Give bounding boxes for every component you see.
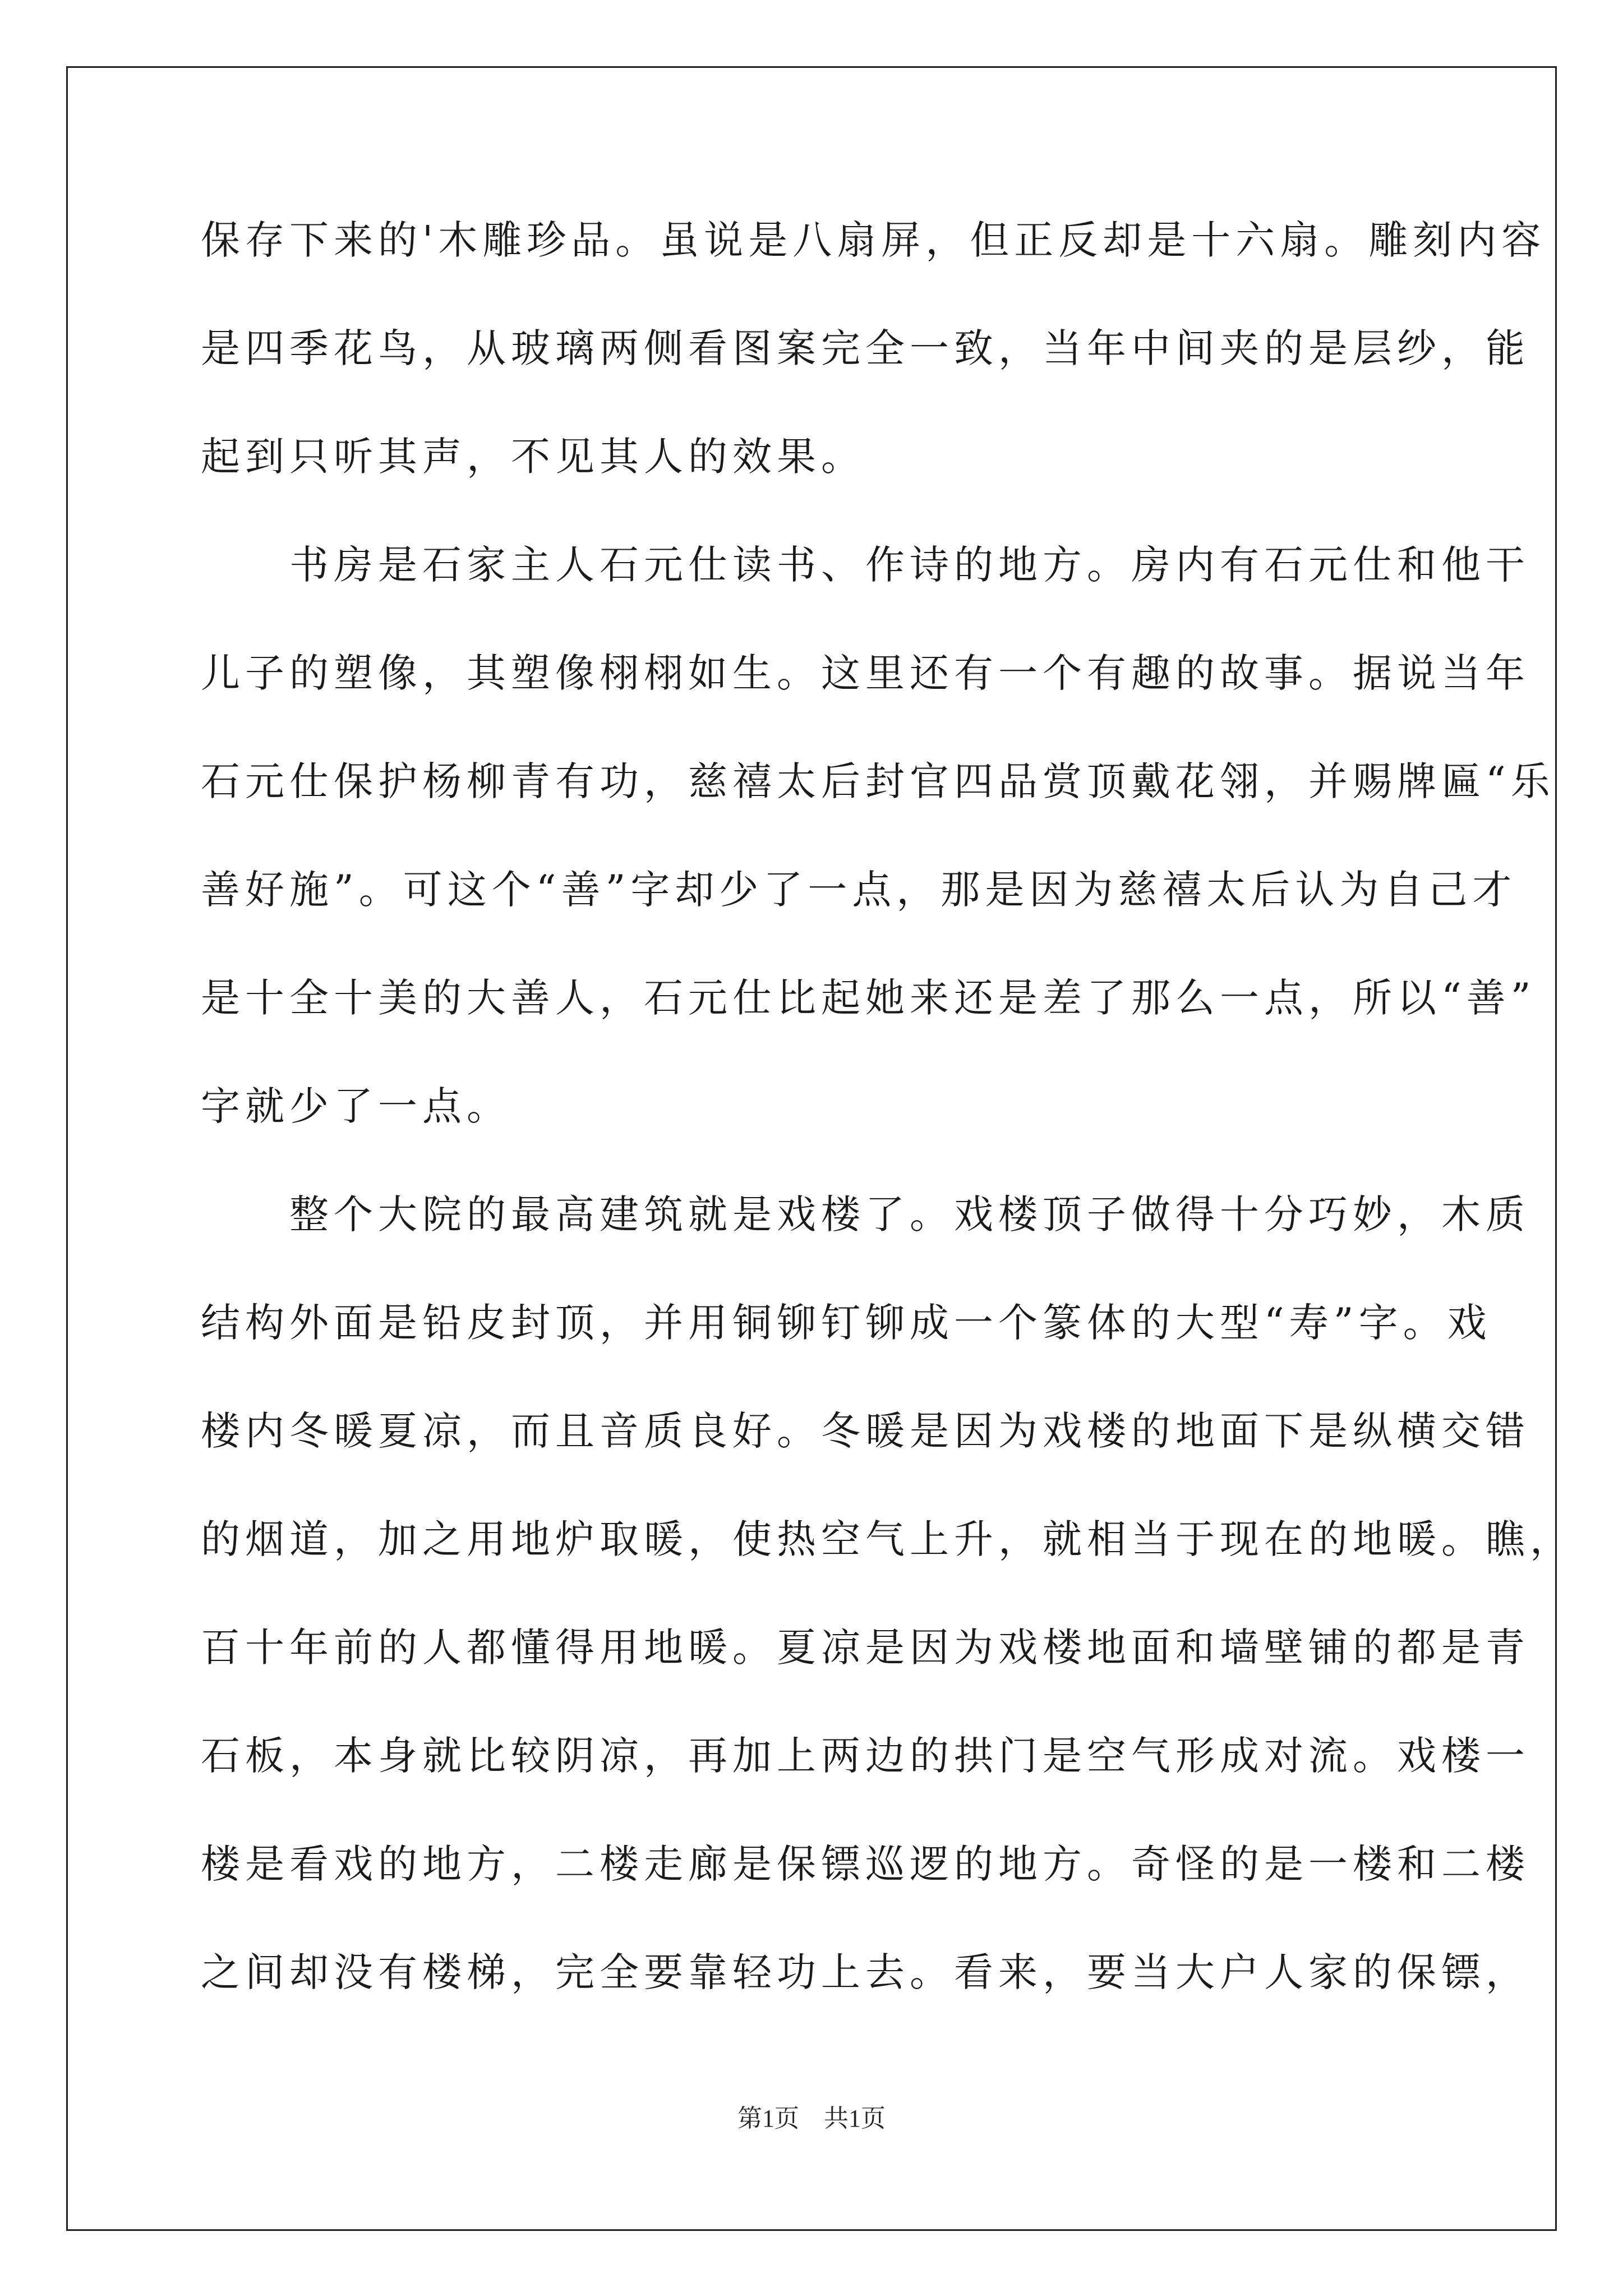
text-line: 的烟道，加之用地炉取暖，使热空气上升，就相当于现在的地暖。瞧，: [201, 1516, 1574, 1562]
text-line: 是四季花鸟，从玻璃两侧看图案完全一致，当年中间夹的是层纱，能: [201, 325, 1530, 371]
text-line: 字就少了一点。: [201, 1083, 511, 1129]
text-line: 百十年前的人都懂得用地暖。夏凉是因为戏楼地面和墙壁铺的都是青: [201, 1625, 1530, 1671]
text-line: 是十全十美的大善人，石元仕比起她来还是差了那么一点，所以“善”: [201, 975, 1536, 1021]
text-line: 楼内冬暖夏凉，而且音质良好。冬暖是因为戏楼的地面下是纵横交错: [201, 1408, 1530, 1454]
text-line: 起到只听其声，不见其人的效果。: [201, 434, 865, 480]
text-line: 石元仕保护杨柳青有功，慈禧太后封官四品赏顶戴花翎，并赐牌匾“乐: [201, 758, 1555, 804]
text-line: 结构外面是铅皮封顶，并用铜铆钉铆成一个篆体的大型“寿”字。戏: [201, 1300, 1492, 1346]
text-line: 之间却没有楼梯，完全要靠轻功上去。看来，要当大户人家的保镖，: [201, 1949, 1530, 1995]
text-line: 书房是石家主人石元仕读书、作诗的地方。房内有石元仕和他干: [201, 542, 1530, 588]
text-line: 儿子的塑像，其塑像栩栩如生。这里还有一个有趣的故事。据说当年: [201, 650, 1530, 696]
document-body: [201, 212, 1574, 2053]
page-number-footer: 第1页 共1页: [737, 2105, 886, 2132]
text-line: 石板，本身就比较阴凉，再加上两边的拱门是空气形成对流。戏楼一: [201, 1733, 1530, 1779]
text-line: 整个大院的最高建筑就是戏楼了。戏楼顶子做得十分巧妙，木质: [201, 1191, 1530, 1237]
text-line: 善好施”。可这个“善”字却少了一点，那是因为慈禧太后认为自己才: [201, 867, 1517, 913]
text-line: 保存下来的'木雕珍品。虽说是八扇屏，但正反却是十六扇。雕刻内容: [201, 217, 1546, 263]
text-line: 楼是看戏的地方，二楼走廊是保镖巡逻的地方。奇怪的是一楼和二楼: [201, 1841, 1530, 1887]
